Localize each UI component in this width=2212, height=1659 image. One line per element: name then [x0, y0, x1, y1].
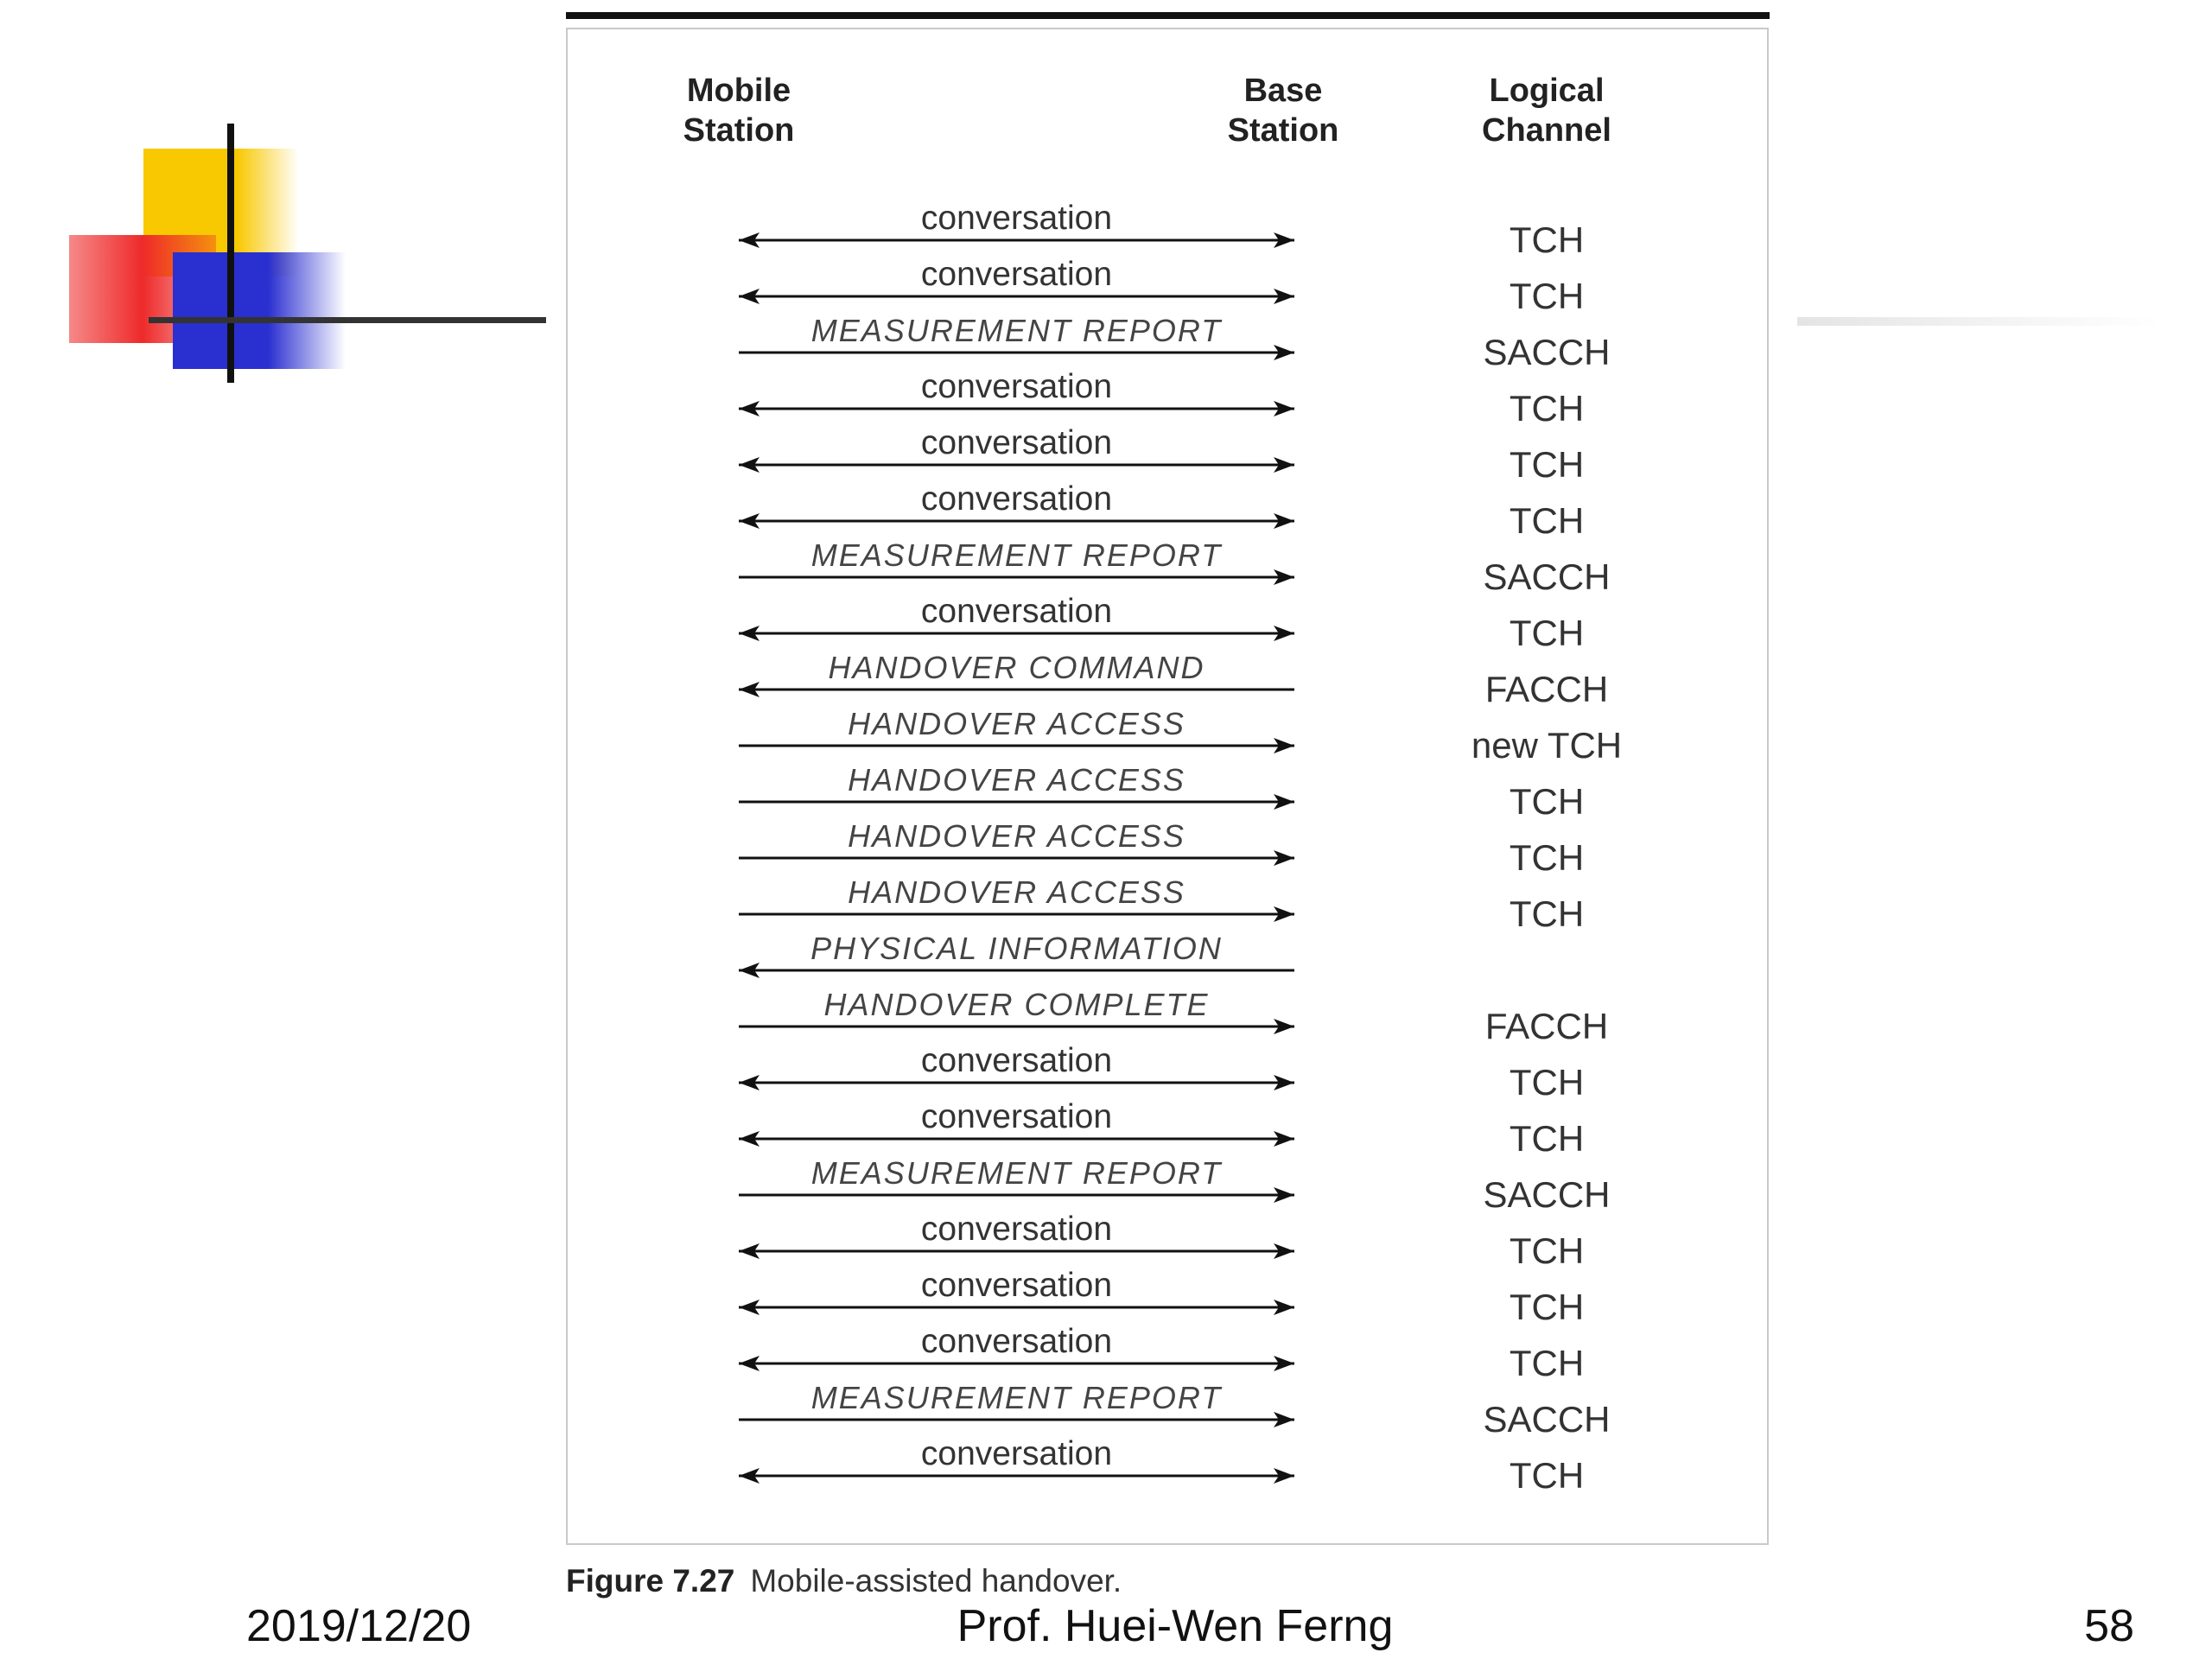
message-label-19: conversation	[920, 1211, 1113, 1248]
channel-label-15: FACCH	[1484, 1006, 1609, 1046]
message-label-6: conversation	[920, 480, 1113, 518]
channel-label-18: SACCH	[1483, 1174, 1611, 1215]
message-label-18: MEASUREMENT REPORT	[810, 1155, 1223, 1191]
message-label-14: PHYSICAL INFORMATION	[810, 931, 1223, 966]
message-label-16: conversation	[920, 1042, 1113, 1079]
channel-label-23: TCH	[1509, 1455, 1585, 1496]
channel-label-2: TCH	[1509, 276, 1585, 316]
footer-date: 2019/12/20	[246, 1601, 472, 1651]
header-logical-channel-text: Logical Channel	[1482, 73, 1611, 149]
channel-label-19: TCH	[1509, 1230, 1585, 1271]
message-label-23: conversation	[920, 1435, 1113, 1472]
message-label-2: conversation	[920, 256, 1113, 293]
message-label-8: conversation	[920, 593, 1113, 630]
header-mobile-station-text: Mobile Station	[683, 73, 795, 149]
message-label-21: conversation	[920, 1323, 1113, 1360]
figure-number: Figure 7.27	[566, 1563, 735, 1599]
channel-label-16: TCH	[1509, 1062, 1585, 1103]
channel-label-4: TCH	[1509, 388, 1585, 429]
figure-caption-text: Mobile-assisted handover.	[750, 1563, 1122, 1599]
figure-caption	[566, 1562, 1122, 1600]
channel-label-13: TCH	[1509, 893, 1585, 934]
footer-author: Prof. Huei-Wen Ferng	[957, 1601, 1394, 1651]
message-label-9: HANDOVER COMMAND	[828, 650, 1205, 685]
message-label-7: MEASUREMENT REPORT	[810, 537, 1223, 573]
channel-label-9: FACCH	[1484, 669, 1609, 709]
message-label-10: HANDOVER ACCESS	[848, 706, 1185, 741]
channel-label-8: TCH	[1509, 613, 1585, 653]
message-label-12: HANDOVER ACCESS	[848, 818, 1185, 854]
channel-label-22: SACCH	[1483, 1399, 1611, 1440]
channel-label-17: TCH	[1509, 1118, 1585, 1159]
channel-label-11: TCH	[1509, 781, 1585, 822]
message-label-1: conversation	[920, 200, 1113, 237]
message-label-13: HANDOVER ACCESS	[848, 874, 1185, 910]
message-label-3: MEASUREMENT REPORT	[810, 313, 1223, 348]
channel-label-21: TCH	[1509, 1343, 1585, 1383]
header-base-station-text: Base Station	[1227, 73, 1339, 149]
channel-label-10: new TCH	[1471, 725, 1623, 766]
channel-label-3: SACCH	[1483, 332, 1611, 372]
channel-label-1: TCH	[1509, 219, 1585, 260]
channel-label-5: TCH	[1509, 444, 1585, 485]
channel-label-6: TCH	[1509, 500, 1585, 541]
message-label-17: conversation	[920, 1098, 1113, 1135]
channel-label-7: SACCH	[1483, 556, 1611, 597]
message-label-4: conversation	[920, 368, 1113, 405]
channel-label-20: TCH	[1509, 1287, 1585, 1327]
message-label-15: HANDOVER COMPLETE	[823, 987, 1210, 1022]
message-label-20: conversation	[920, 1267, 1113, 1304]
message-label-22: MEASUREMENT REPORT	[810, 1380, 1223, 1415]
message-label-5: conversation	[920, 424, 1113, 461]
message-label-11: HANDOVER ACCESS	[848, 762, 1185, 798]
page-number: 58	[2084, 1601, 2134, 1651]
channel-label-12: TCH	[1509, 837, 1585, 878]
